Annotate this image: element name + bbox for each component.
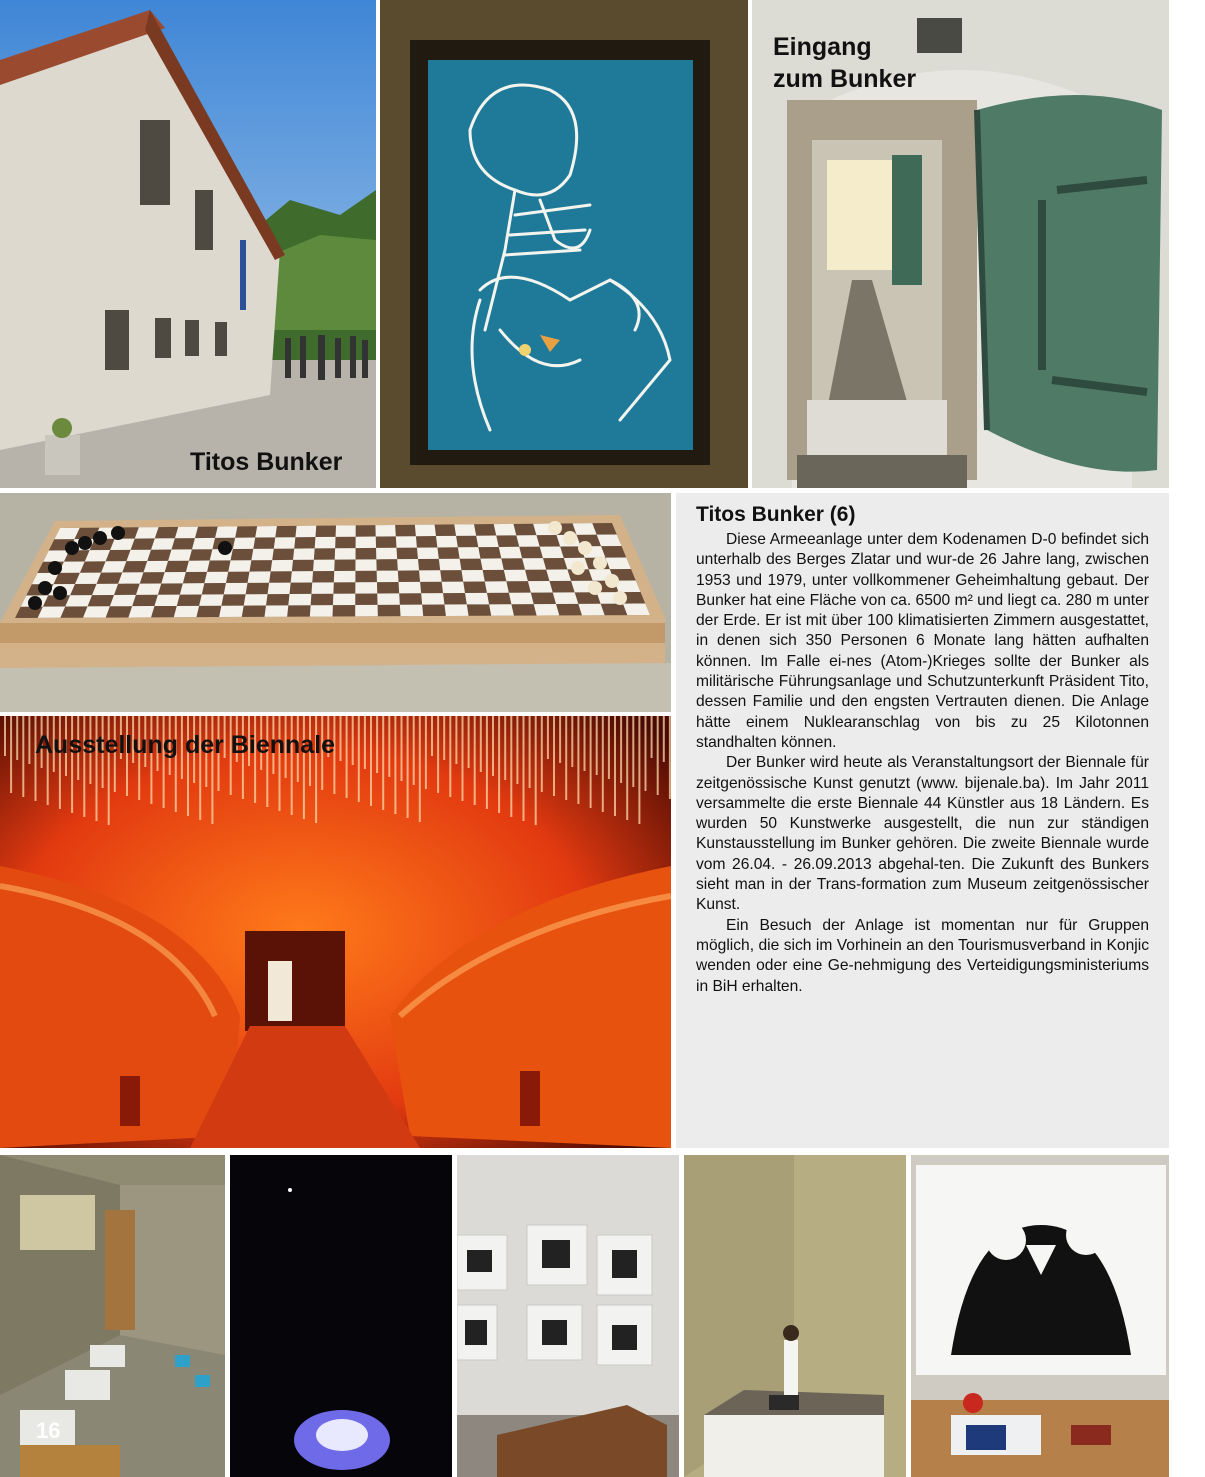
chess-square	[458, 547, 481, 559]
chess-square	[376, 548, 397, 560]
chess-square	[417, 547, 439, 559]
chess-square	[180, 583, 205, 594]
article-title: Titos Bunker (6)	[696, 503, 856, 526]
chess-square	[400, 605, 423, 617]
caption-entrance-text: Eingang zum Bunker	[773, 33, 917, 93]
chess-square	[461, 570, 484, 582]
chess-square	[199, 594, 224, 605]
photo-chessboard	[0, 493, 671, 712]
chess-square	[333, 594, 355, 606]
chess-square	[465, 593, 489, 605]
chess-square	[334, 571, 356, 583]
article-box	[676, 493, 1169, 1148]
chess-square	[499, 547, 522, 559]
chess-square	[92, 584, 118, 595]
chess-square	[175, 527, 198, 538]
photo-biennale-corridor	[0, 716, 671, 1148]
chess-square	[397, 559, 419, 571]
caption-tito-house: Titos Bunker	[190, 448, 343, 476]
chess-square	[204, 572, 228, 583]
chess-square	[355, 582, 377, 594]
chess-square	[293, 548, 315, 560]
chess-square	[494, 524, 517, 536]
chess-square	[356, 537, 376, 549]
chess-square	[118, 572, 143, 583]
chess-square	[233, 538, 255, 550]
page-number: 16	[36, 1418, 61, 1443]
chess-square	[436, 536, 458, 548]
chess-square	[421, 593, 444, 605]
chess-square	[355, 559, 376, 571]
chess-square	[274, 537, 296, 549]
photo-figure-sculpture	[684, 1155, 906, 1477]
chess-square	[215, 526, 237, 538]
chess-square	[454, 524, 476, 536]
chess-square	[399, 582, 422, 594]
chess-square	[311, 582, 333, 594]
caption-biennale: Ausstellung der Biennale	[35, 731, 336, 759]
chess-square	[355, 605, 378, 617]
chess-square	[504, 570, 528, 582]
chess-square	[135, 527, 159, 538]
chess-square	[264, 605, 288, 616]
chess-square	[336, 525, 356, 537]
chess-square	[154, 595, 179, 606]
chess-square	[255, 526, 277, 538]
chess-square	[168, 549, 192, 560]
chess-square	[534, 604, 560, 616]
chess-square	[516, 535, 539, 547]
chess-square	[291, 571, 313, 583]
chess-square	[415, 525, 436, 537]
chess-square	[489, 604, 514, 616]
chess-square	[83, 606, 110, 617]
chess-square	[315, 537, 336, 549]
chess-square	[476, 536, 499, 548]
chess-square	[192, 538, 215, 549]
chess-square	[396, 536, 417, 548]
chess-square	[546, 569, 571, 581]
photo-tito-house	[0, 0, 376, 488]
chess-square	[480, 558, 503, 570]
chess-square	[310, 605, 333, 616]
chess-square	[110, 595, 136, 606]
chess-square	[271, 560, 293, 572]
photo-dark-room-light	[230, 1155, 452, 1477]
photo-poster-office	[911, 1155, 1169, 1477]
chess-square	[228, 560, 251, 571]
chess-square	[128, 606, 154, 617]
chess-square	[444, 604, 468, 616]
photo-skeleton-artwork	[380, 0, 748, 488]
chess-square	[578, 604, 604, 616]
chess-square	[174, 606, 199, 617]
chess-square	[485, 581, 509, 593]
chess-square	[248, 571, 271, 582]
chess-square	[335, 548, 356, 560]
chess-square	[553, 592, 579, 604]
chess-square	[442, 582, 465, 594]
chess-square	[268, 583, 291, 594]
chess-square	[419, 570, 442, 582]
article-paragraph: Diese Armeeanlage unter dem Kodenamen D-0 befindet sich unterhalb des Berges Zlatar und wur-de 26 Jahre lang, zwischen 1953 und 1979, unter vollkommener Geheimhaltung gebaut. Der Bunker hat eine Fläche von ca. 6500 m² und liegt ca. 280 m unter der Erde. Er ist mit über 100 klimatisierten Zimmern ausgestattet, in denen sich 350 Personen 6 Monate lang hätten aufhalten können. Im Falle ei-nes (Atom-)Krieges sollte der Bunker als militärische Führungsanlage und Schutzunterkunft Präsident Tito, dessen Familie und den engsten Vertrauten dienen. Die Anlage hätte einem Nuklearanschlag von bis zu 25 Kilotonnen standhalten können.	[696, 531, 1149, 751]
chess-square	[295, 526, 316, 538]
chess-square	[313, 560, 335, 572]
chess-square	[540, 546, 564, 558]
photo-typewriter-room	[0, 1155, 225, 1477]
chess-square	[377, 593, 400, 605]
chess-square	[244, 594, 268, 605]
photo-drawings-room	[457, 1155, 679, 1477]
chess-square	[509, 593, 534, 605]
caption-entrance	[773, 31, 916, 95]
article-paragraph: Der Bunker wird heute als Veranstaltungsort der Biennale für zeitgenössische Kunst genutzt (www. bijenale.ba). Im Jahr 2011 versammelte die erste Biennale 44 Künstler aus 18 Ländern. Es wurden 50 Kunstwerke ausgestellt, die nun zur ständigen Kunstausstellung im Bunker gehören. Die zweite Biennale wurde vom 26.04. - 26.09.2013 abgehal-ten. Die Zukunft des Bunkers sieht man in der Trans-formation zum Museum zeitgenössischer Kunst.	[696, 754, 1149, 914]
chess-square	[623, 604, 650, 616]
chess-square	[126, 550, 151, 561]
article-paragraph: Ein Besuch der Anlage ist momentan nur für Gruppen möglich, die sich im Vorhinein an den Tourismusverband in Konjic wenden oder eine Ge-nehmigung des Verteidigungsministeriums in BiH erhalten.	[696, 916, 1149, 995]
chess-square	[224, 583, 248, 594]
chess-square	[151, 538, 175, 549]
chess-square	[375, 525, 395, 537]
chess-square	[439, 559, 462, 571]
chess-square	[528, 581, 553, 593]
chess-square	[186, 561, 210, 572]
chess-square	[288, 594, 311, 605]
chess-square	[219, 606, 244, 617]
chess-square	[377, 571, 399, 583]
chess-square	[161, 572, 186, 583]
chess-square	[251, 549, 273, 561]
chess-square	[522, 558, 546, 570]
chess-square	[143, 561, 168, 572]
chess-square	[136, 583, 161, 594]
